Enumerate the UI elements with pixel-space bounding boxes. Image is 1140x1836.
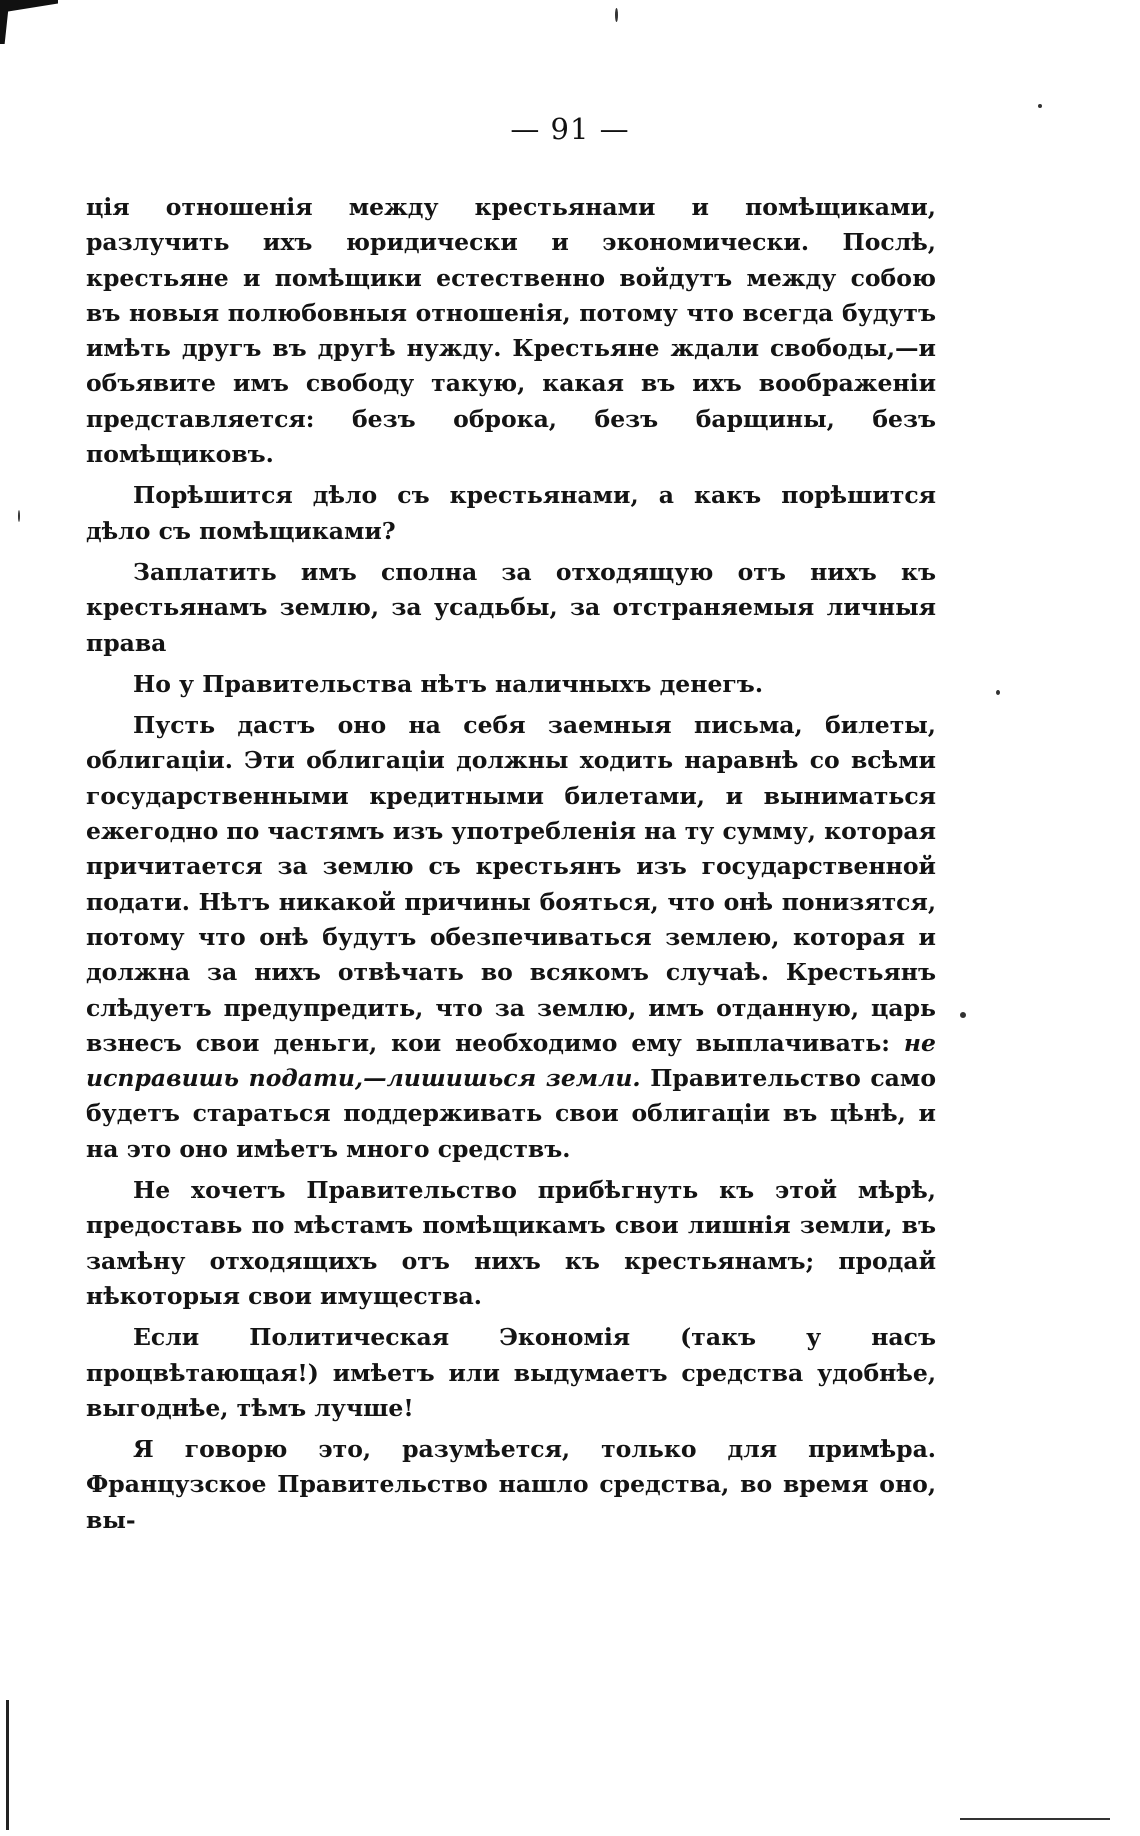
paragraph: [86, 1173, 936, 1314]
scan-edge-mark-left: [6, 1700, 9, 1830]
paragraph-text: Я говорю это, разумѣется, только для примѣра. Французское Правительство нашло средства, во время оно, вы-: [86, 1435, 936, 1534]
italic-phrase: не исправишь подати,—лишишься земли.: [86, 1028, 936, 1093]
paragraph: [86, 667, 936, 702]
paragraph-text: Но у Правительства нѣтъ наличныхъ денегъ.: [133, 669, 764, 698]
paragraph-text: Заплатить имъ сполна за отходящую отъ нихъ къ крестьянамъ землю, за усадьбы, за отстраняемыя личныя права: [86, 557, 936, 657]
scan-speck: [960, 1012, 966, 1018]
paragraph: [86, 555, 936, 661]
scan-speck: [996, 690, 1000, 695]
paragraph-text: Порѣшится дѣло съ крестьянами, а какъ порѣшится дѣло съ помѣщиками?: [86, 481, 936, 545]
scan-corner-mark: [0, 0, 58, 44]
paragraph: [86, 478, 936, 549]
paragraph-text: Если Политическая Экономія (такъ у насъ процвѣтающая!) имѣетъ или выдумаетъ средства удобнѣе, выгоднѣе, тѣмъ лучше!: [86, 1323, 936, 1422]
page-number: — 91 —: [510, 112, 630, 146]
paragraph: [86, 190, 936, 472]
paragraph-text: Правительство само будетъ стараться поддерживать свои облигаціи въ цѣнѣ, и на это оно имѣетъ много средствъ.: [86, 1064, 936, 1163]
paragraph-text: ція отношенія между крестьянами и помѣщиками, разлучить ихъ юридически и экономически. Послѣ, крестьяне и помѣщики естественно войдутъ между собою въ новыя полюбовныя отношенія, потому что всегда будутъ имѣть другъ въ другѣ нужду. Крестьяне ждали свободы,—и объявите имъ свободу такую, какая въ ихъ воображеніи представляется: безъ оброка, безъ барщины, безъ помѣщиковъ.: [86, 193, 936, 469]
paragraph: [86, 708, 936, 1167]
scan-speck: [615, 8, 618, 22]
paragraph-text: Не хочетъ Правительство прибѣгнуть къ этой мѣрѣ, предоставь по мѣстамъ помѣщикамъ свои лишнія земли, въ замѣну отходящихъ отъ нихъ къ крестьянамъ; продай нѣкоторыя свои имущества.: [86, 1176, 936, 1310]
scan-speck: [1038, 104, 1042, 108]
scan-speck: [18, 510, 20, 522]
paragraph: [86, 1432, 936, 1538]
paragraph: [86, 1320, 936, 1426]
body-text: [86, 190, 936, 1544]
paragraph-text: Пусть дастъ оно на себя заемныя письма, билеты, облигаціи. Эти облигаціи должны ходить наравнѣ со всѣми государственными кредитными билетами, и выниматься ежегодно по частямъ изъ употребленія на ту сумму, которая причитается за землю съ крестьянъ изъ государственной подати. Нѣтъ никакой причины бояться, что онѣ понизятся, потому что онѣ будутъ обезпечиваться землею, которая и должна за нихъ отвѣчать во всякомъ случаѣ. Крестьянъ слѣдуетъ предупредить, что за землю, имъ отданную, царь взнесъ свои деньги, кои необходимо ему выплачивать:: [86, 711, 937, 1057]
scan-edge-mark-bottom: [960, 1818, 1110, 1820]
